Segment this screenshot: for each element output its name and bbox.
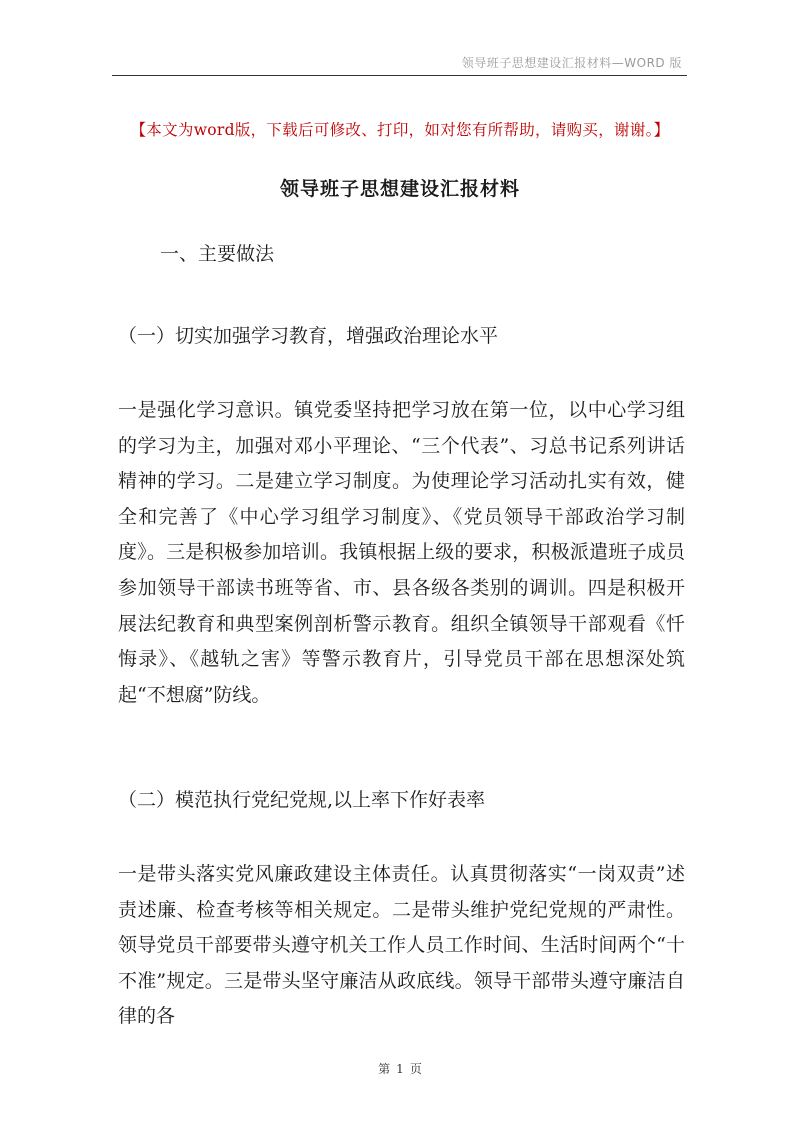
page-footer [0,1060,800,1077]
footer-prefix: 第 [378,1062,391,1076]
subsection-body-2: 一是带头落实党风廉政建设主体责任。认真贯彻落实“一岗双责”述责述廉、检查考核等相关规定。二是带头维护党纪党规的严肃性。领导党员干部要带头遵守机关工作人员工作时间、生活时间两个“十不准”规定。三是带头坚守廉洁从政底线。领导干部带头遵守廉洁自律的各 [118,863,685,1028]
header-rule [112,75,687,76]
subsection-body-1: 一是强化学习意识。镇党委坚持把学习放在第一位，以中心学习组的学习为主，加强对邓小平理论、“三个代表”、习总书记系列讲话精神的学习。二是建立学习制度。为使理论学习活动扎实有效，健全和完善了《中心学习组学习制度》、《党员领导干部政治学习制度》。三是积极参加培训。我镇根据上级的要求，积极派遣班子成员参加领导干部读书班等省、市、县各级各类别的调训。四是积极开展法纪教育和典型案例剖析警示教育。组织全镇领导干部观看《忏悔录》、《越轨之害》等警示教育片，引导党员干部在思想深处筑起“不想腐”防线。 [118,399,685,706]
section-heading-1: 一、主要做法 [160,243,275,265]
subsection-heading-1: （一）切实加强学习教育，增强政治理论水平 [118,325,499,347]
page-number: 1 [396,1062,404,1076]
footer-suffix: 页 [409,1062,422,1076]
document-title: 领导班子思想建设汇报材料 [279,178,520,200]
subsection-heading-2: （二）模范执行党纪党规,以上率下作好表率 [118,789,486,811]
running-header: 领导班子思想建设汇报材料—WORD 版 [461,56,682,70]
download-notice: 【本文为word版，下载后可修改、打印，如对您有所帮助，请购买，谢谢。】 [130,121,670,139]
